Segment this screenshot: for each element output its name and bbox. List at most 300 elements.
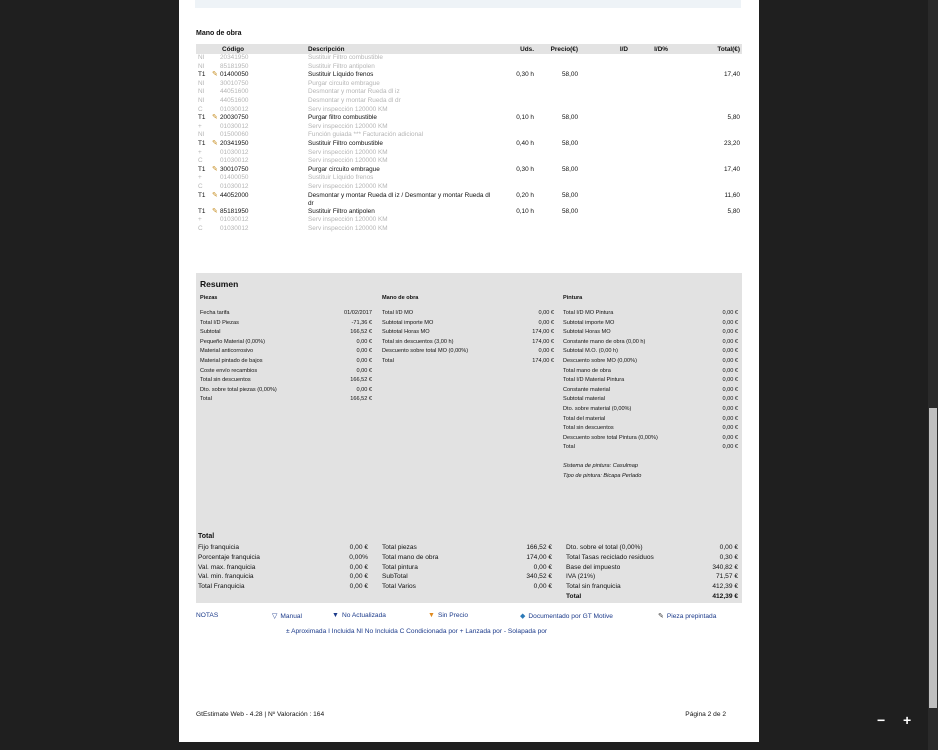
total-final-row xyxy=(566,592,738,602)
cell-type: C xyxy=(198,157,203,165)
total-final-label: IVA (21%) xyxy=(566,573,596,581)
pintura-value: 0,00 € xyxy=(722,425,738,432)
cell-total: 17,40 xyxy=(724,165,740,173)
cell-desc: Sustituir Filtro combustible xyxy=(308,139,383,147)
cell-code: 01030012 xyxy=(220,182,249,190)
cell-desc: Sustituir Filtro antipolen xyxy=(308,62,375,70)
cell-desc: Purgar circuito embrague xyxy=(308,79,380,87)
cell-id xyxy=(580,97,630,106)
cell-type: NI xyxy=(198,88,205,96)
cell-type: C xyxy=(198,224,203,232)
pintura-label: Total I/D MO Pintura xyxy=(563,310,614,316)
cell-id xyxy=(580,88,630,97)
total-franquicia-value: 0,00% xyxy=(349,553,368,561)
table-row xyxy=(196,63,742,72)
table-row xyxy=(196,140,742,149)
cell-price: 58,00 xyxy=(562,71,578,79)
cell-uds: 0,30 h xyxy=(516,165,534,173)
table-row xyxy=(196,131,742,140)
cell-idp xyxy=(630,97,670,106)
piezas-label: Coste envío recambios xyxy=(200,367,258,374)
piezas-value: 0,00 € xyxy=(356,357,372,364)
pintura-row xyxy=(563,347,738,357)
cell-id xyxy=(580,174,630,183)
cell-price xyxy=(536,174,580,183)
total-final-row xyxy=(566,553,738,563)
pintura-value: 0,00 € xyxy=(722,338,738,345)
note-sin-precio: ▼ Sin Precio xyxy=(428,612,468,619)
cell-type: NI xyxy=(198,54,205,61)
cell-type: NI xyxy=(198,96,205,104)
mano-obra-column xyxy=(382,295,554,367)
cell-desc: Sustituir Filtro combustible xyxy=(308,54,383,61)
cell-idp xyxy=(630,80,670,89)
cell-type: T1 xyxy=(198,165,206,173)
cell-total xyxy=(670,157,742,166)
cell-id xyxy=(580,140,630,149)
piezas-label: Total sin descuentos xyxy=(200,377,251,384)
cell-price: 58,00 xyxy=(562,191,578,199)
cell-price xyxy=(536,88,580,97)
pintura-column xyxy=(563,295,738,481)
table-row xyxy=(196,174,742,183)
cell-total: 11,60 xyxy=(724,191,740,199)
footer-app-info: GtEstimate Web - 4.28 | Nº Valoración : 164 xyxy=(196,711,325,718)
cell-total xyxy=(670,97,742,106)
cell-idp xyxy=(630,208,670,217)
cell-idp xyxy=(630,183,670,192)
cell-id xyxy=(580,106,630,115)
cell-total: 5,80 xyxy=(727,207,740,215)
notes-legend: ± Aproximada I Incluida NI No Incluida C Condicionada por + Lanzada por - Solapada por xyxy=(286,628,548,635)
filter-orange-icon: ▼ xyxy=(428,612,435,619)
resumen-title: Resumen xyxy=(200,279,239,289)
total-subtotal-row xyxy=(382,563,552,573)
mano-obra-row xyxy=(382,338,554,348)
cell-price xyxy=(536,183,580,192)
cell-uds: 0,10 h xyxy=(516,114,534,122)
cell-price: 58,00 xyxy=(562,165,578,173)
pintura-row xyxy=(563,319,738,329)
total-subtotal-row xyxy=(382,572,552,582)
cell-price xyxy=(536,106,580,115)
table-row xyxy=(196,97,742,106)
mano-obra-row xyxy=(382,309,554,319)
cell-desc: Serv inspección 120000 KM xyxy=(308,157,388,165)
total-franquicia-label: Total Franquicia xyxy=(198,583,245,591)
piezas-row xyxy=(200,309,372,319)
cell-idp xyxy=(630,157,670,166)
total-franquicia-row xyxy=(198,582,368,592)
pintura-label: Constante mano de obra (0,00 h) xyxy=(563,338,646,345)
piezas-row xyxy=(200,347,372,357)
pencil-icon: ✎ xyxy=(212,191,218,199)
total-final-row xyxy=(566,572,738,582)
cell-desc: Serv inspección 120000 KM xyxy=(308,105,388,113)
note-prepintada: ✎ Pieza prepintada xyxy=(658,613,717,620)
pintura-row xyxy=(563,367,738,377)
cell-price xyxy=(536,157,580,166)
pencil-icon: ✎ xyxy=(212,114,218,122)
mano-obra-label: Subtotal Horas MO xyxy=(382,329,430,336)
cell-id xyxy=(580,114,630,123)
piezas-column xyxy=(200,295,372,405)
cell-idp xyxy=(630,166,670,175)
note-documentado: ◆ Documentado por GT Motive xyxy=(520,613,613,620)
cell-desc: Desmontar y montar Rueda dl iz / Desmontar y montar Rueda dl dr xyxy=(308,191,491,207)
gt-motive-icon: ◆ xyxy=(520,613,526,620)
piezas-label: Fecha tarifa xyxy=(200,310,230,316)
cell-type: T1 xyxy=(198,71,206,79)
total-final-value: 0,30 € xyxy=(719,553,738,561)
cell-price xyxy=(536,216,580,225)
total-subtotal-value: 340,52 € xyxy=(526,573,552,581)
pintura-row xyxy=(563,415,738,425)
cell-idp xyxy=(630,192,670,208)
pintura-value: 0,00 € xyxy=(722,415,738,422)
total-franquicia-value: 0,00 € xyxy=(349,544,368,551)
piezas-header: Piezas xyxy=(200,295,218,301)
cell-price: 58,00 xyxy=(562,207,578,215)
piezas-label: Total xyxy=(200,396,212,403)
zoom-in-button[interactable]: + xyxy=(903,712,912,728)
table-row xyxy=(196,80,742,89)
pintura-header: Pintura xyxy=(563,295,583,301)
cell-idp xyxy=(630,123,670,132)
brush-icon: ✎ xyxy=(658,613,664,620)
cell-idp xyxy=(630,140,670,149)
table-row xyxy=(196,183,742,192)
pintura-row xyxy=(563,386,738,396)
total-franquicia-row xyxy=(198,572,368,582)
cell-type: C xyxy=(198,182,203,190)
cell-type: + xyxy=(198,174,202,182)
cell-uds xyxy=(496,216,536,225)
table-row xyxy=(196,208,742,217)
pintura-label: Constante material xyxy=(563,386,610,393)
mano-obra-value: 0,00 € xyxy=(538,319,554,326)
totals-col-final xyxy=(566,543,738,602)
cell-id xyxy=(580,123,630,132)
total-subtotal-label: Total mano de obra xyxy=(382,553,439,561)
total-subtotal-value: 166,52 € xyxy=(526,544,552,551)
cell-total xyxy=(670,174,742,183)
pintura-rows xyxy=(563,309,738,453)
cell-price xyxy=(536,63,580,72)
col-price-header: Precio(€) xyxy=(536,44,580,54)
cell-code: 01030012 xyxy=(220,122,249,130)
cell-id xyxy=(580,183,630,192)
cell-uds: 0,10 h xyxy=(516,207,534,215)
cell-code: ✎ 20030750 xyxy=(212,114,249,122)
mano-obra-value: 174,00 € xyxy=(532,329,554,336)
total-franquicia-label: Fijo franquicia xyxy=(198,544,240,551)
cell-uds xyxy=(496,80,536,89)
cell-id xyxy=(580,192,630,208)
piezas-label: Material pintado de bajos xyxy=(200,357,263,364)
piezas-value: 0,00 € xyxy=(356,367,372,374)
pintura-label: Total xyxy=(563,444,575,451)
resumen-panel xyxy=(196,273,742,603)
pintura-row xyxy=(563,443,738,453)
cell-uds xyxy=(496,225,536,234)
cell-desc: Función guiada *** Facturación adicional xyxy=(308,131,424,139)
cell-code: 30010750 xyxy=(220,79,249,87)
cell-code: 01030012 xyxy=(220,105,249,113)
table-header-row xyxy=(196,44,742,54)
mano-obra-value: 174,00 € xyxy=(532,338,554,345)
mano-obra-row xyxy=(382,357,554,367)
piezas-row xyxy=(200,319,372,329)
cell-id xyxy=(580,157,630,166)
cell-id xyxy=(580,216,630,225)
pintura-row xyxy=(563,338,738,348)
cell-price xyxy=(536,131,580,140)
col-desc-header: Descripción xyxy=(306,44,496,54)
piezas-row xyxy=(200,386,372,396)
mano-obra-header: Mano de obra xyxy=(382,295,419,301)
piezas-label: Material anticorrosivo xyxy=(200,348,254,355)
cell-total xyxy=(670,123,742,132)
piezas-value: 0,00 € xyxy=(356,386,372,393)
cell-idp xyxy=(630,88,670,97)
page-top-band xyxy=(195,0,741,8)
cell-type: NI xyxy=(198,79,205,87)
cell-price xyxy=(536,149,580,158)
pintura-value: 0,00 € xyxy=(722,329,738,336)
table-row xyxy=(196,114,742,123)
table-row xyxy=(196,123,742,132)
total-franquicia-row xyxy=(198,563,368,573)
mano-obra-row xyxy=(382,347,554,357)
cell-desc: Purgar circuito embrague xyxy=(308,165,380,173)
table-row xyxy=(196,71,742,80)
cell-id xyxy=(580,225,630,234)
cell-code: ✎ 30010750 xyxy=(212,165,249,173)
cell-uds xyxy=(496,123,536,132)
total-franquicia-value: 0,00 € xyxy=(349,563,368,571)
mano-obra-row xyxy=(382,319,554,329)
cell-id xyxy=(580,63,630,72)
cell-uds xyxy=(496,149,536,158)
cell-type: C xyxy=(198,105,203,113)
pintura-label: Total del material xyxy=(563,415,606,422)
note-no-actualizada: ▼ No Actualizada xyxy=(332,612,386,619)
cell-code: 01030012 xyxy=(220,157,249,165)
piezas-value: 0,00 € xyxy=(356,338,372,345)
cell-idp xyxy=(630,63,670,72)
table-row xyxy=(196,225,742,234)
cell-desc: Serv inspección 120000 KM xyxy=(308,216,388,224)
cell-total xyxy=(670,88,742,97)
cell-desc: Sustituir Líquido frenos xyxy=(308,174,374,182)
cell-uds xyxy=(496,97,536,106)
mano-obra-label: Total sin descuentos (3,00 h) xyxy=(382,338,454,345)
pintura-value: 0,00 € xyxy=(722,367,738,374)
cell-uds xyxy=(496,183,536,192)
cell-idp xyxy=(630,114,670,123)
mano-obra-label: Total xyxy=(382,357,394,364)
section-title: Mano de obra xyxy=(196,30,242,37)
paint-type: Tipo de pintura: Bicapa Perlado xyxy=(563,472,642,479)
total-final-row xyxy=(566,563,738,573)
zoom-out-button[interactable]: − xyxy=(877,712,886,728)
cell-id xyxy=(580,149,630,158)
col-code-header: Código xyxy=(210,44,306,54)
document-page xyxy=(179,0,759,742)
cell-price xyxy=(536,54,580,63)
total-subtotal-row xyxy=(382,553,552,563)
pintura-label: Total mano de obra xyxy=(563,367,611,374)
col-idp-header: I/D% xyxy=(630,44,670,54)
mano-obra-label: Subtotal importe MO xyxy=(382,319,434,326)
mano-obra-label: Descuento sobre total MO (0,00%) xyxy=(382,348,469,355)
total-final-value: 0,00 € xyxy=(719,544,738,551)
pintura-row xyxy=(563,309,738,319)
vertical-scrollbar[interactable] xyxy=(928,0,938,750)
pintura-label: Subtotal Horas MO xyxy=(563,329,611,336)
cell-type: T1 xyxy=(198,139,206,147)
total-final-label: Total sin franquicia xyxy=(566,583,621,591)
labour-table-body xyxy=(196,54,742,233)
cell-idp xyxy=(630,106,670,115)
mano-obra-value: 0,00 € xyxy=(538,348,554,355)
piezas-value: -71,36 € xyxy=(351,319,372,326)
total-final-value: 71,57 € xyxy=(716,573,738,581)
cell-total xyxy=(670,63,742,72)
cell-desc: Sustituir Líquido frenos xyxy=(308,71,374,79)
pintura-row xyxy=(563,434,738,444)
cell-id xyxy=(580,166,630,175)
table-row xyxy=(196,216,742,225)
col-total-header: Total(€) xyxy=(670,44,742,54)
cell-id xyxy=(580,71,630,80)
total-final-label: Total Tasas reciclado residuos xyxy=(566,553,654,561)
cell-code: ✎ 44052000 xyxy=(212,191,249,199)
pintura-label: Total sin descuentos xyxy=(563,425,614,432)
pintura-label: Descuento sobre MO (0,00%) xyxy=(563,357,637,364)
piezas-row xyxy=(200,367,372,377)
cell-uds: 0,30 h xyxy=(516,71,534,79)
col-uds-header: Uds. xyxy=(496,44,536,54)
total-subtotal-label: Total Varios xyxy=(382,583,416,591)
cell-uds: 0,40 h xyxy=(516,139,534,147)
cell-uds: 0,20 h xyxy=(516,191,534,199)
mano-obra-rows xyxy=(382,309,554,367)
cell-code: 01400050 xyxy=(220,174,249,182)
cell-desc: Sustituir Filtro antipolen xyxy=(308,207,375,215)
pintura-label: Total I/D Material Pintura xyxy=(563,377,625,384)
cell-type: NI xyxy=(198,131,205,139)
cell-total xyxy=(670,216,742,225)
pintura-label: Descuento sobre total Pintura (0,00%) xyxy=(563,434,658,441)
cell-uds xyxy=(496,157,536,166)
cell-price xyxy=(536,97,580,106)
cell-idp xyxy=(630,216,670,225)
total-subtotal-value: 0,00 € xyxy=(533,563,552,571)
scrollbar-thumb[interactable] xyxy=(929,408,937,708)
total-final-row xyxy=(566,543,738,553)
pintura-row xyxy=(563,376,738,386)
cell-type: NI xyxy=(198,62,205,70)
piezas-row xyxy=(200,395,372,405)
pintura-value: 0,00 € xyxy=(722,310,738,316)
cell-price: 58,00 xyxy=(562,114,578,122)
cell-idp xyxy=(630,225,670,234)
total-subtotal-label: Total piezas xyxy=(382,544,417,551)
col-type-header xyxy=(196,44,210,54)
table-row xyxy=(196,166,742,175)
total-final-label: Dto. sobre el total (0,00%) xyxy=(566,544,643,551)
cell-total xyxy=(670,131,742,140)
pintura-value: 0,00 € xyxy=(722,319,738,326)
table-row xyxy=(196,149,742,158)
table-row xyxy=(196,157,742,166)
piezas-value: 166,52 € xyxy=(350,377,372,384)
piezas-value: 01/02/2017 xyxy=(344,310,372,316)
piezas-row xyxy=(200,376,372,386)
cell-code: ✎ 20341950 xyxy=(212,139,249,147)
cell-uds xyxy=(496,131,536,140)
pintura-label: Subtotal importe MO xyxy=(563,319,615,326)
cell-code: 44051600 xyxy=(220,96,249,104)
piezas-value: 0,00 € xyxy=(356,348,372,355)
total-subtotal-row xyxy=(382,543,552,553)
cell-idp xyxy=(630,131,670,140)
pintura-value: 0,00 € xyxy=(722,348,738,355)
cell-code: 01030012 xyxy=(220,224,249,232)
total-final-value: 412,39 € xyxy=(712,583,738,591)
cell-id xyxy=(580,208,630,217)
pintura-value: 0,00 € xyxy=(722,357,738,364)
pintura-value: 0,00 € xyxy=(722,377,738,384)
labour-table xyxy=(196,44,742,233)
pintura-row xyxy=(563,328,738,338)
mano-obra-value: 174,00 € xyxy=(532,357,554,364)
cell-price: 58,00 xyxy=(562,139,578,147)
pintura-label: Subtotal material xyxy=(563,396,605,403)
cell-desc: Serv inspección 120000 KM xyxy=(308,182,388,190)
total-franquicia-row xyxy=(198,553,368,563)
cell-idp xyxy=(630,71,670,80)
pencil-icon: ✎ xyxy=(212,207,218,215)
cell-price xyxy=(536,225,580,234)
cell-total xyxy=(670,80,742,89)
cell-total xyxy=(670,149,742,158)
cell-uds xyxy=(496,174,536,183)
table-row xyxy=(196,88,742,97)
cell-type: T1 xyxy=(198,191,206,199)
pintura-value: 0,00 € xyxy=(722,434,738,441)
filter-icon: ▽ xyxy=(272,613,278,620)
pintura-label: Dto. sobre material (0,00%) xyxy=(563,405,632,412)
cell-desc: Serv inspección 120000 KM xyxy=(308,148,388,156)
pintura-value: 0,00 € xyxy=(722,444,738,451)
note-manual: ▽ Manual xyxy=(272,613,303,620)
pencil-icon: ✎ xyxy=(212,71,218,79)
cell-total: 5,80 xyxy=(727,114,740,122)
mano-obra-row xyxy=(382,328,554,338)
pintura-row xyxy=(563,395,738,405)
totals-col-subtotal xyxy=(382,543,552,592)
cell-type: T1 xyxy=(198,114,206,122)
piezas-rows xyxy=(200,309,372,405)
total-franquicia-label: Val. max. franquicia xyxy=(198,563,256,571)
cell-desc: Desmontar y montar Rueda dl dr xyxy=(308,96,401,104)
cell-code: ✎ 85181950 xyxy=(212,207,249,215)
cell-id xyxy=(580,131,630,140)
cell-total: 23,20 xyxy=(724,139,740,147)
